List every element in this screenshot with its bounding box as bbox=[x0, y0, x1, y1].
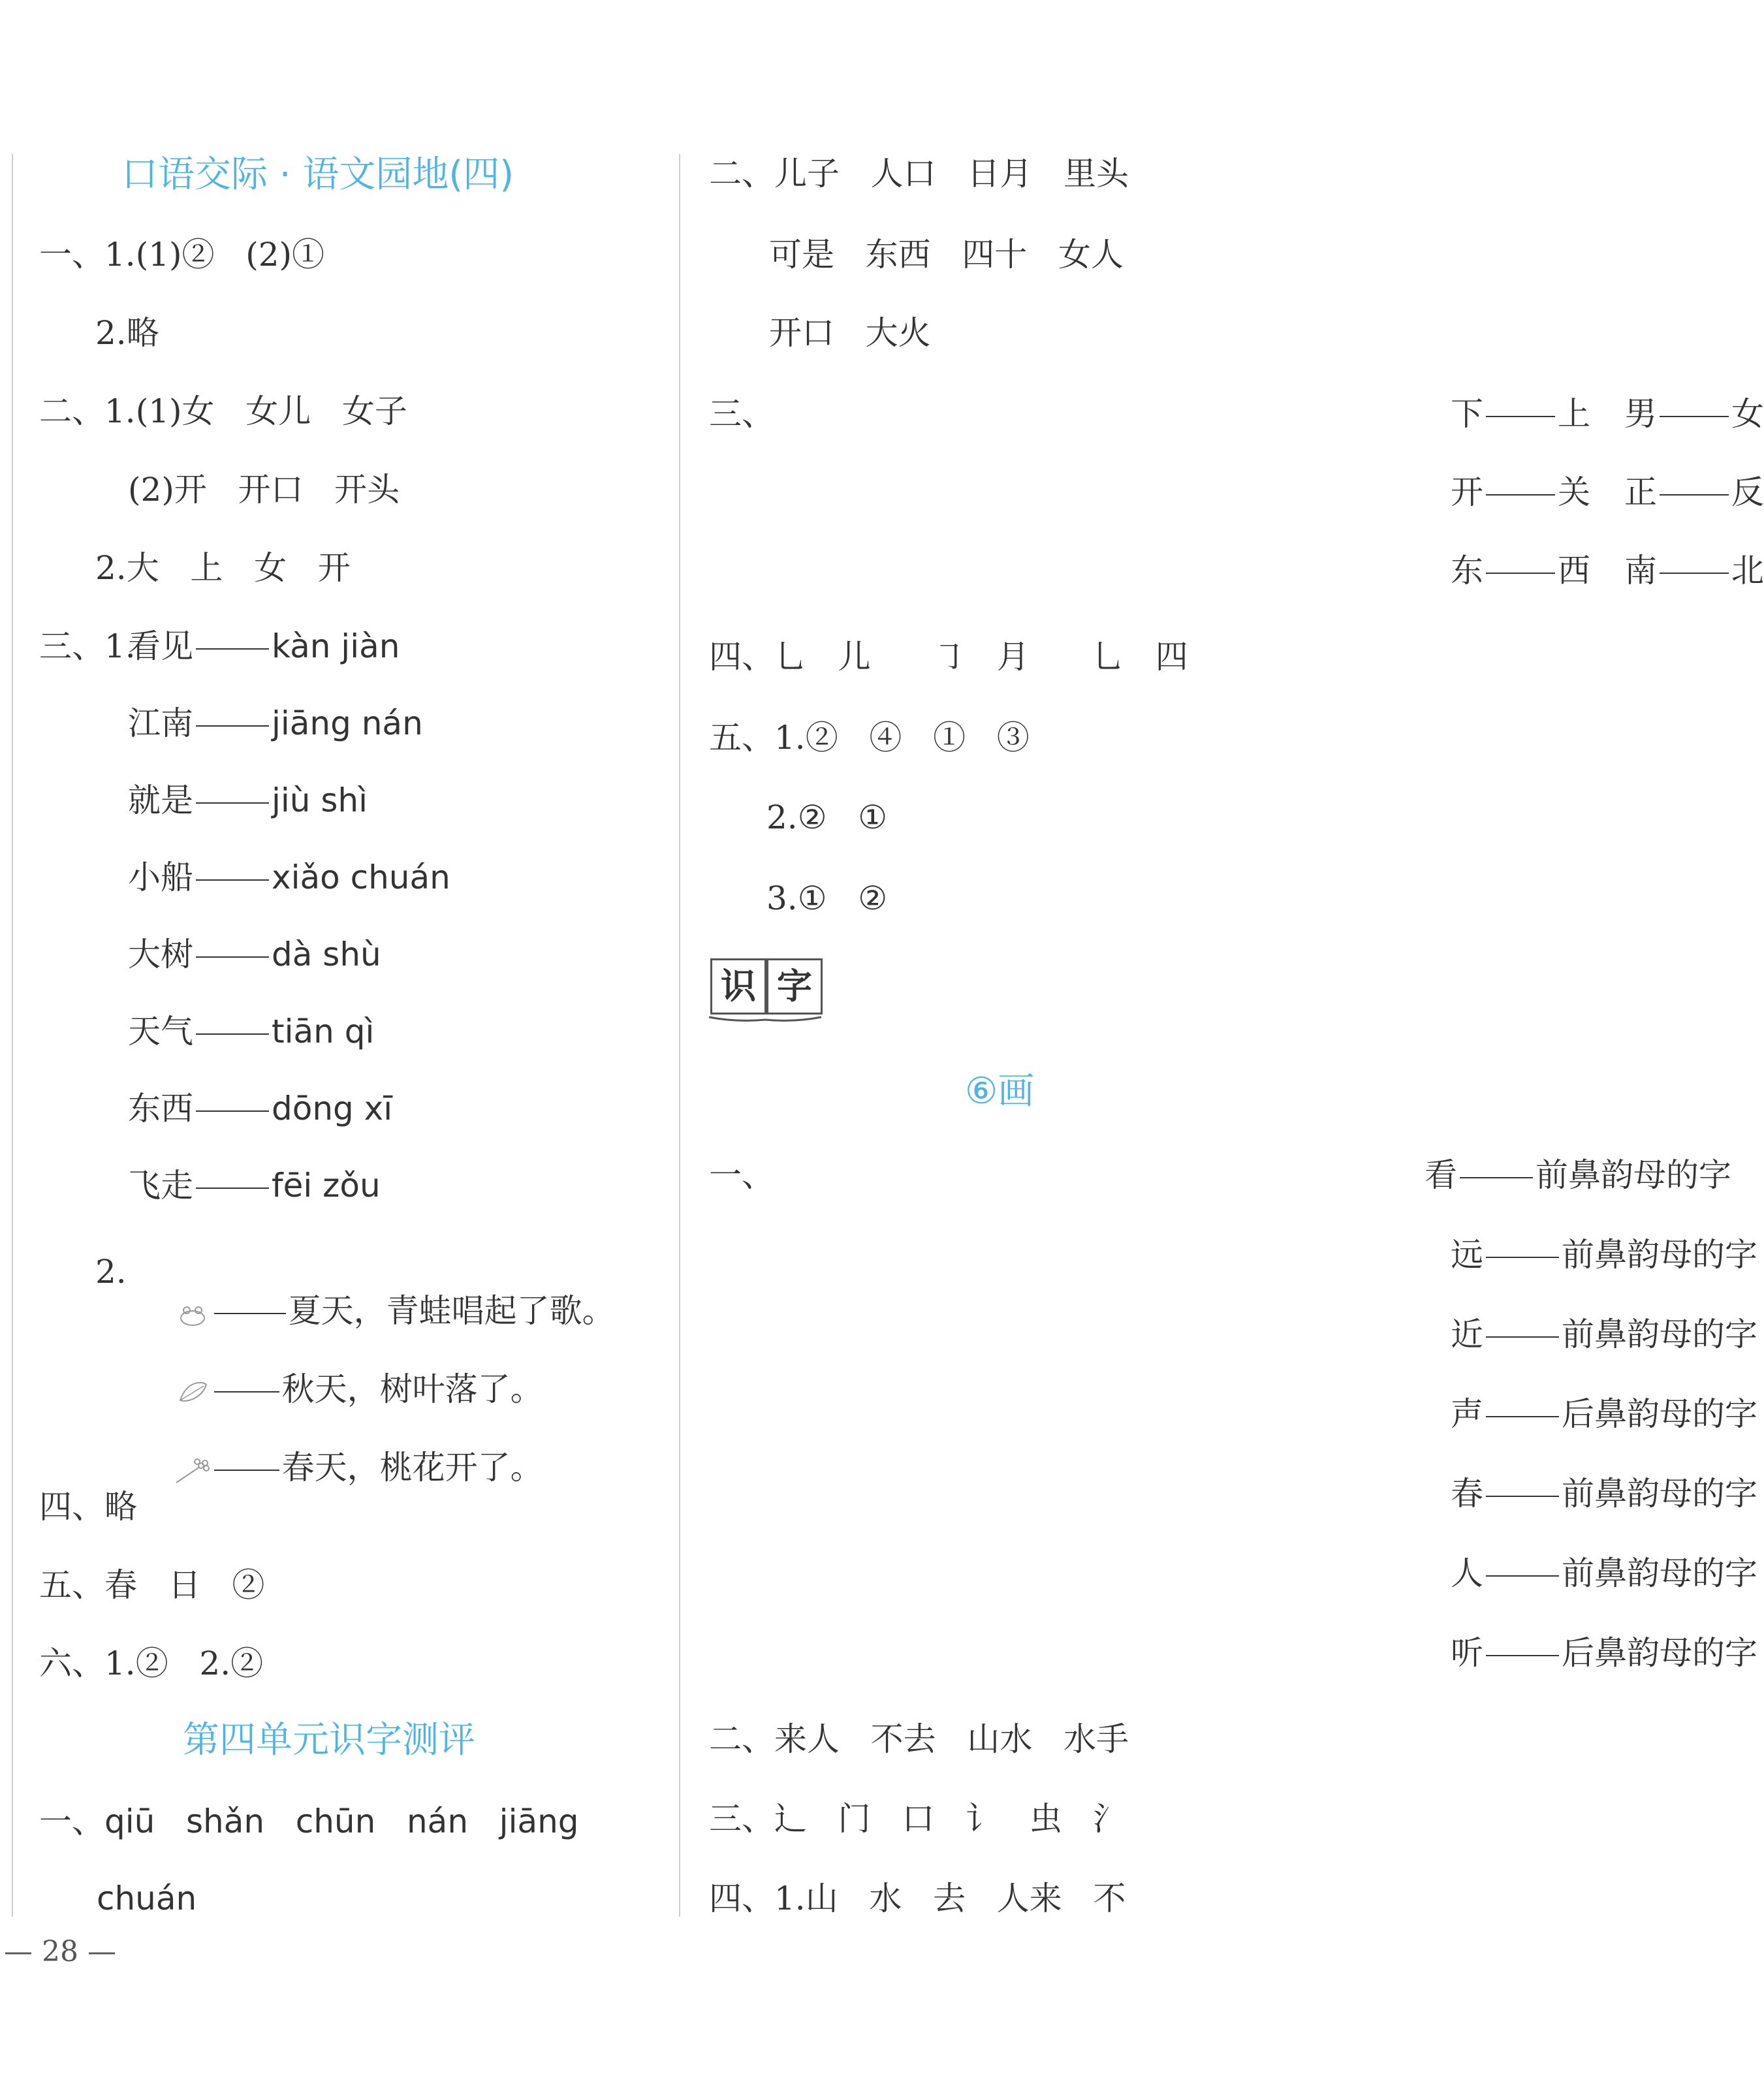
dash-line bbox=[196, 648, 269, 650]
opposite-pair bbox=[1624, 551, 1764, 590]
opposite-word: 东 bbox=[1451, 552, 1483, 590]
answer-line: 3.① ② bbox=[766, 879, 888, 917]
answer-line: 一、1.(1)② (2)① bbox=[39, 236, 325, 274]
dash-line bbox=[196, 1110, 269, 1112]
answer-line: 2.② ① bbox=[766, 798, 888, 836]
answer-line-prefix: 三、 bbox=[709, 395, 774, 433]
dash-line bbox=[1660, 573, 1729, 574]
pinyin-answer-line: 一、qiū shǎn chūn nán jiāng bbox=[39, 1802, 579, 1840]
answer-line-prefix: 2. bbox=[95, 1253, 127, 1291]
section-title: 口语交际 · 语文园地(四) bbox=[121, 153, 514, 196]
answer-line: 二、来人 不去 山水 水手 bbox=[709, 1720, 1129, 1758]
dash-line bbox=[196, 1188, 269, 1189]
hanzi-word: 天气 bbox=[128, 1013, 193, 1050]
page-number: — 28 — bbox=[4, 1935, 116, 1968]
nasal-row bbox=[1451, 1315, 1757, 1354]
answer-line: 四、略 bbox=[39, 1488, 137, 1526]
opposite-word: 关 bbox=[1558, 473, 1590, 511]
badge-char: 字 bbox=[766, 958, 823, 1015]
opposite-pair bbox=[1451, 551, 1590, 590]
nasal-row bbox=[1451, 1474, 1757, 1513]
dash-line bbox=[1660, 494, 1729, 496]
nasal-row bbox=[1451, 1235, 1757, 1274]
dash-line bbox=[196, 956, 269, 958]
nasal-row bbox=[1425, 1156, 1731, 1195]
answer-line: 2.大 上 女 开 bbox=[95, 549, 351, 587]
pinyin-text: dà shù bbox=[272, 936, 381, 973]
dash-line bbox=[196, 879, 269, 881]
nasal-type: 前鼻韵母的字 bbox=[1562, 1315, 1757, 1353]
hanzi-word: 就是 bbox=[128, 781, 193, 819]
answer-line: 四、1.山 水 去 人来 不 bbox=[709, 1880, 1126, 1917]
dash-line bbox=[1486, 416, 1555, 417]
dash-line bbox=[1486, 1575, 1559, 1577]
hanzi-word: 小船 bbox=[128, 858, 193, 896]
dash-line bbox=[1486, 1416, 1559, 1417]
nasal-row bbox=[1451, 1554, 1757, 1593]
badge-char: 识 bbox=[710, 958, 766, 1015]
answer-line-prefix: 一、 bbox=[709, 1156, 774, 1194]
pinyin-text: jiù shì bbox=[272, 781, 368, 819]
answer-line: (2)开 开口 开头 bbox=[128, 471, 400, 509]
dash-line bbox=[1486, 1655, 1559, 1656]
sentence-text: 秋天，树叶落了。 bbox=[281, 1370, 543, 1408]
falling-leaf-picture-icon bbox=[174, 1377, 212, 1407]
dash-line bbox=[196, 725, 269, 727]
nasal-type: 前鼻韵母的字 bbox=[1562, 1554, 1757, 1592]
opposite-pair bbox=[1624, 394, 1764, 433]
character: 听 bbox=[1451, 1634, 1483, 1672]
answer-line: 三、辶 门 口 讠 虫 氵 bbox=[709, 1800, 1126, 1838]
opposite-word: 男 bbox=[1624, 395, 1657, 433]
answer-line: 二、1.(1)女 女儿 女子 bbox=[39, 392, 407, 430]
dash-line bbox=[1486, 1496, 1559, 1497]
answer-line: 二、儿子 人口 日月 里头 bbox=[709, 155, 1129, 193]
answer-line: 五、春 日 ② bbox=[39, 1566, 265, 1604]
pinyin-pair-row bbox=[128, 1166, 381, 1205]
pinyin-text: fēi zǒu bbox=[272, 1167, 381, 1204]
hanzi-word: 大树 bbox=[128, 936, 193, 973]
answer-line: 可是 东西 四十 女人 bbox=[769, 236, 1124, 274]
opposite-word: 南 bbox=[1624, 552, 1657, 590]
character: 声 bbox=[1451, 1395, 1483, 1433]
dash-line bbox=[1486, 573, 1555, 574]
pinyin-pair-row bbox=[128, 781, 368, 820]
character: 春 bbox=[1451, 1475, 1483, 1513]
nasal-type: 前鼻韵母的字 bbox=[1562, 1475, 1757, 1513]
opposite-word: 开 bbox=[1451, 473, 1483, 511]
peach-blossom-picture-icon bbox=[174, 1455, 212, 1485]
opposite-pair bbox=[1624, 473, 1764, 512]
frog-picture-icon bbox=[174, 1298, 212, 1329]
pinyin-pair-row bbox=[128, 704, 423, 743]
opposite-pair bbox=[1451, 473, 1590, 512]
sentence-text: 夏天，青蛙唱起了歌。 bbox=[288, 1292, 615, 1330]
answer-line-prefix: 三、1. bbox=[39, 627, 136, 665]
pinyin-text: dōng xī bbox=[272, 1090, 393, 1127]
answer-line: 2.略 bbox=[95, 314, 159, 352]
dash-line bbox=[1660, 416, 1729, 417]
column-divider bbox=[679, 154, 680, 1917]
dash-line bbox=[1486, 494, 1555, 496]
left-margin-line bbox=[12, 154, 13, 1917]
character: 远 bbox=[1451, 1236, 1483, 1274]
pinyin-pair-row bbox=[128, 858, 450, 897]
pinyin-pair-row bbox=[128, 627, 400, 666]
nasal-type: 后鼻韵母的字 bbox=[1562, 1395, 1757, 1433]
answer-line: 四、乚 儿 ㇆ 月 乚 四 bbox=[709, 638, 1188, 676]
opposite-word: 正 bbox=[1624, 473, 1657, 511]
pinyin-text: tiān qì bbox=[272, 1013, 375, 1050]
pinyin-pair-row bbox=[128, 1089, 392, 1128]
opposite-word: 反 bbox=[1731, 473, 1764, 511]
hanzi-word: 飞走 bbox=[128, 1167, 193, 1204]
answer-line: 六、1.② 2.② bbox=[39, 1644, 264, 1682]
pinyin-pair-row bbox=[128, 1012, 374, 1051]
literacy-badge bbox=[706, 954, 824, 1028]
nasal-type: 前鼻韵母的字 bbox=[1536, 1156, 1731, 1194]
hanzi-word: 看见 bbox=[128, 627, 193, 665]
character: 近 bbox=[1451, 1315, 1483, 1353]
pinyin-text: xiǎo chuán bbox=[272, 858, 450, 896]
answer-line: 开口 大火 bbox=[769, 314, 931, 352]
hanzi-word: 东西 bbox=[128, 1090, 193, 1127]
opposite-word: 女 bbox=[1731, 395, 1764, 433]
dash-line bbox=[1486, 1257, 1559, 1258]
opposite-word: 下 bbox=[1451, 395, 1483, 433]
pinyin-text: jiāng nán bbox=[272, 704, 423, 742]
sentence-match bbox=[128, 1409, 543, 1526]
character: 看 bbox=[1425, 1156, 1457, 1194]
nasal-type: 后鼻韵母的字 bbox=[1562, 1634, 1757, 1672]
lesson-title: ⑥画 bbox=[965, 1070, 1035, 1112]
dash-line bbox=[196, 1033, 269, 1035]
opposite-word: 北 bbox=[1731, 552, 1764, 590]
dash-line bbox=[196, 802, 269, 804]
sentence-text: 春天，桃花开了。 bbox=[281, 1449, 543, 1487]
opposite-word: 上 bbox=[1558, 395, 1590, 433]
section-title: 第四单元识字测评 bbox=[183, 1719, 475, 1761]
hanzi-word: 江南 bbox=[128, 704, 193, 742]
nasal-type: 前鼻韵母的字 bbox=[1562, 1236, 1757, 1274]
pinyin-text: kàn jiàn bbox=[272, 627, 400, 665]
answer-line: 五、1.② ④ ① ③ bbox=[709, 719, 1030, 757]
character: 人 bbox=[1451, 1554, 1483, 1592]
pinyin-answer-line: chuán bbox=[97, 1880, 197, 1917]
pinyin-pair-row bbox=[128, 935, 381, 974]
opposite-pair bbox=[1451, 394, 1590, 433]
dash-line bbox=[1486, 1336, 1559, 1338]
dash-line bbox=[1460, 1177, 1533, 1178]
nasal-row bbox=[1451, 1394, 1757, 1434]
opposite-word: 西 bbox=[1558, 552, 1590, 590]
nasal-row bbox=[1451, 1633, 1757, 1673]
